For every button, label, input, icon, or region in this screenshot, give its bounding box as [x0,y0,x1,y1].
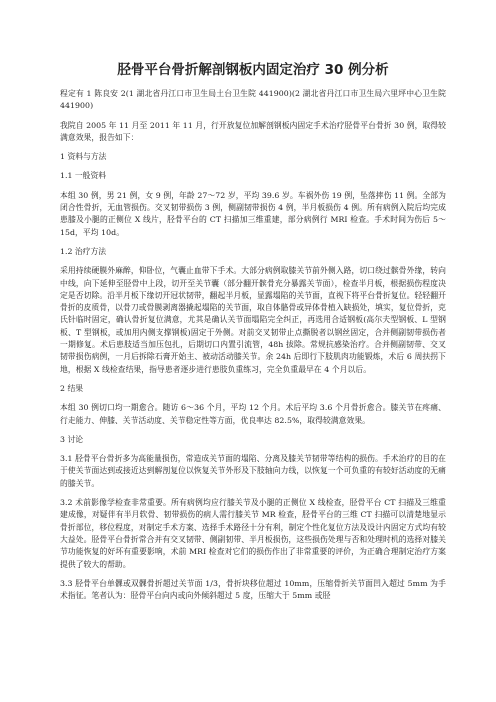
paragraph-general-data: 本组 30 例，男 21 例，女 9 例，年龄 27～72 岁，平均 39.6 岁。车祸外伤 19 例，坠落摔伤 11 例。全部为闭合性骨折，无血管损伤。交叉韧带损伤 3 例，侧副韧带损伤 4 例，半月板损伤 4 例。所有病例入院后均完成患膝及小腿的正侧位 X 线片，胫骨平台的 CT 扫描加三维重建，部分病例行 MRI 检查。手术时间为伤后 5～15d，平均 10d。 [60,190,446,237]
section-heading-results: 2 结果 [60,383,84,393]
paragraph-discussion-3-3: 3.3 胫骨平台单髁或双髁骨折超过关节面 1/3，骨折块移位超过 10mm，压缩骨折关节面凹入超过 5mm 为手术指征。笔者认为：胫骨平台向内或向外倾斜超过 5 度，压缩大于 5mm 或胫 [60,578,446,601]
paragraph-treatment: 采用持续硬膜外麻醉，仰卧位，气囊止血带下手术。大部分病例取膝关节前外侧入路，切口绕过髌骨外缘，转向中线，向下延伸至胫骨中上段，切开至关节囊（部分翻开髌骨充分暴露关节面），检查半月板，根据损伤程度决定是否切除。沿半月板下缘切开冠状韧带，翻起半月板，显露塌陷的关节面，直视下将平台骨折复位。轻轻翻开骨折的皮质骨，以骨刀或骨膜剥离器撬起塌陷的关节面，取自体骼骨或异体骨植入缺损处，填实，复位骨折，克氏针临时固定，确认骨折复位满意，尤其是确认关节面塌陷完全纠正，再选用合适钢板(高尔夫型钢板、L 型钢板、T 型钢板，或加用内侧支撑钢板)固定于外侧。对前交叉韧带止点撕脱者以钢丝固定，合并侧副韧带损伤者一期修复。术后患肢适当加压包扎，后期切口内置引流管，48h 拔除。常规抗感染治疗。合并侧副韧带、交叉韧带损伤病例，一月后拆除石膏开始主、被动活动膝关节。余 24h 后即行下肢肌肉功能锻炼，术后 6 周扶拐下地，根据 X 线检查结果，指导患者逐步进行患肢负重练习，完全负重最早在 4 个月以后。 [60,266,446,374]
subsection-heading-treatment: 1.2 治疗方法 [60,246,107,256]
section-heading-discussion: 3 讨论 [60,434,84,444]
document-title: 胫骨平台骨折解剖钢板内固定治疗 30 例分析 [117,62,389,78]
subsection-heading-general-data: 1.1 一般资料 [60,171,107,181]
section-heading-materials-methods: 1 资料与方法 [60,152,107,162]
author-affiliation: 程定有 1 陈良安 2(1 湖北省丹江口市卫生局土台卫生院 441900)(2 湖北省丹江口市卫生局六里坪中心卫生院 441900) [60,89,446,111]
intro-paragraph: 我院自 2005 年 11 月至 2011 年 11 月，行开放复位加解剖钢板内固定手术治疗胫骨平台骨折 30 例，取得较满意效果，报告如下： [60,120,446,142]
paragraph-discussion-3-1: 3.1 胫骨平台骨折多为高能量损伤，常造成关节面的塌陷、分离及膝关节韧带等结构的损伤。手术治疗的目的在于使关节面达到或接近达到解剖复位以恢复关节外形及下肢轴向力线，以恢复一个可负重的有较好活动度的无痛的膝关节。 [60,454,446,488]
document-body [60,88,446,602]
paragraph-results: 本组 30 例切口均一期愈合。随访 6～36 个月，平均 12 个月。术后平均 3.6 个月骨折愈合。膝关节在疼痛、行走能力、伸膝、关节活动度、关节稳定性等方面，优良率达 82.5%，取得较满意效果。 [60,403,446,425]
paragraph-discussion-3-2: 3.2 术前影像学检查非常重要。所有病例均应行膝关节及小腿的正侧位 X 线检查，胫骨平台 CT 扫描及三维重建成像，对疑伴有半月软骨、韧带损伤的病人需行膝关节 MR 检查，胫骨平台的三维 CT 扫描可以清楚地显示骨折部位，移位程度，对制定手术方案、选择手术路径十分有利，制定个性化复位方法及设计内固定方式均有较大益处。胫骨平台骨折常合并有交叉韧带、侧副韧带、半月板损伤，这些损伤处理与否和处理时机的选择对膝关节功能恢复的好坏有重要影响，术前 MRI 检查对它们的损伤作出了非常重要的评价，为正确合理制定治疗方案提供了较大的帮助。 [60,498,446,569]
